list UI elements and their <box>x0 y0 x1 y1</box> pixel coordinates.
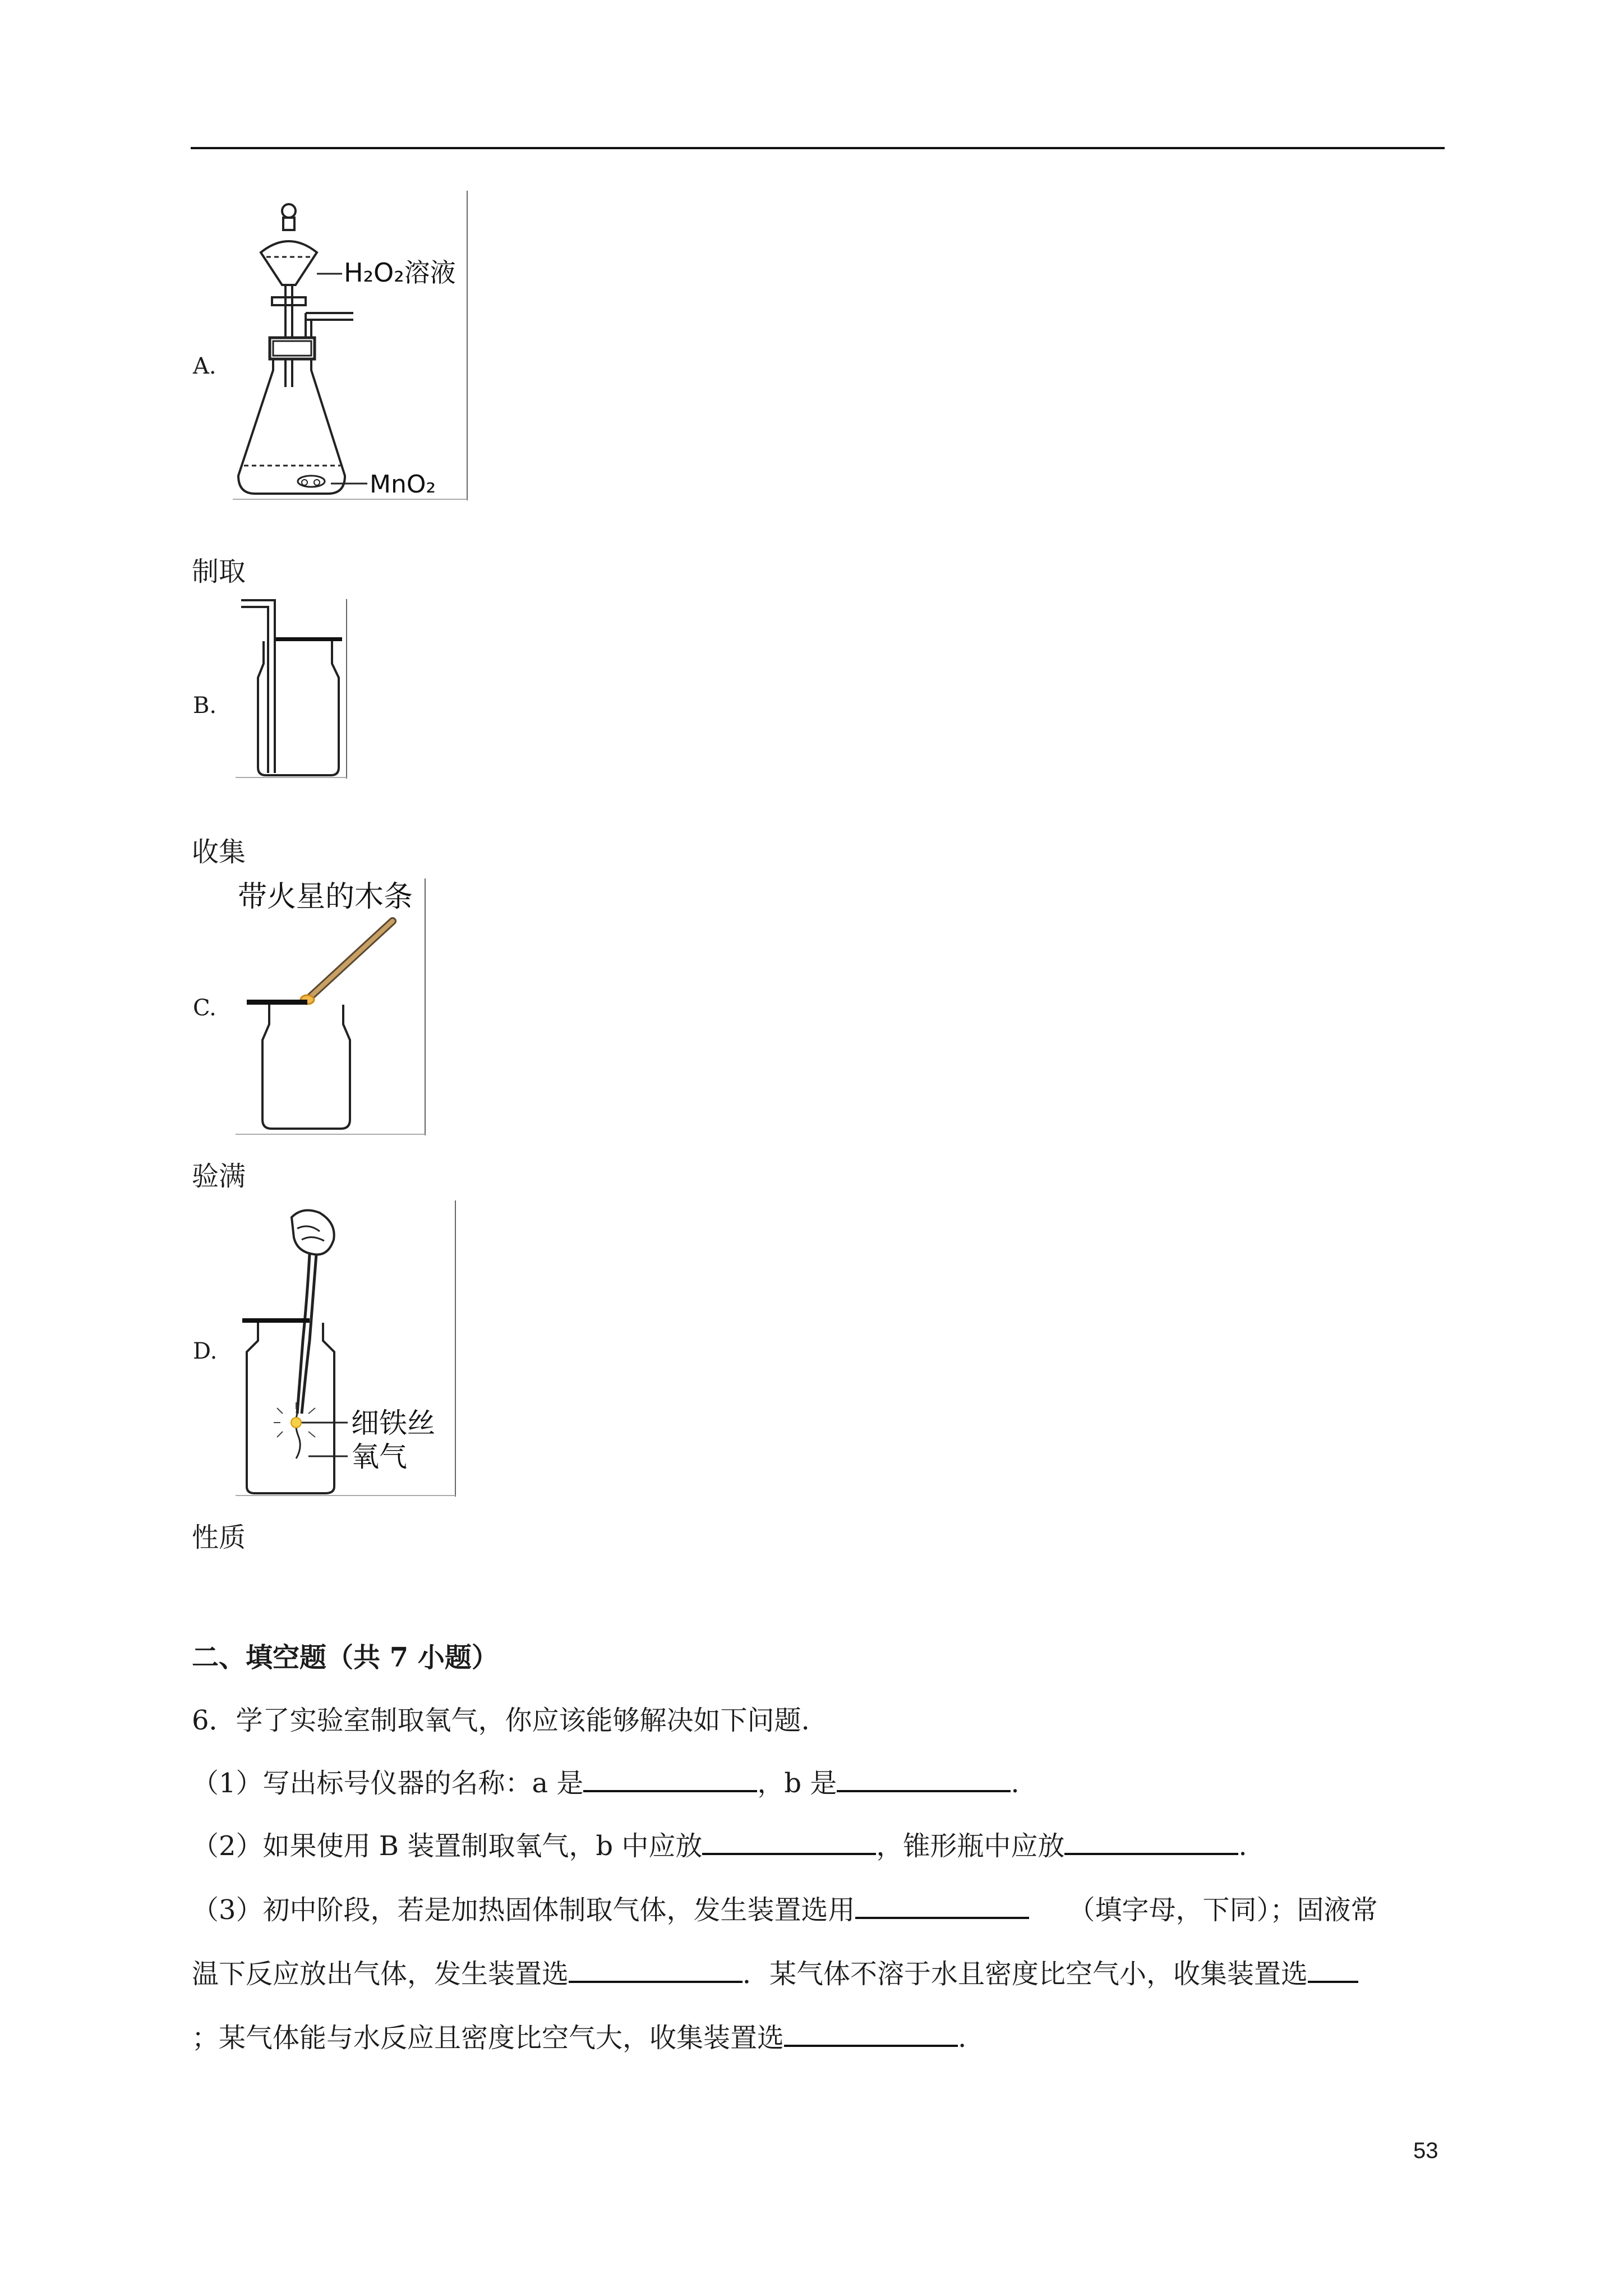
label-oxygen: 氧气 <box>351 1441 407 1473</box>
q3-text-c: 温下反应放出气体，发生装置选 <box>192 1958 569 1990</box>
q1-text-b: ，b 是 <box>757 1768 837 1799</box>
page-number: 53 <box>1413 2138 1438 2163</box>
option-b-figure <box>236 599 348 779</box>
q2-text-c: . <box>1238 1830 1247 1862</box>
question-stem: 6．学了实验室制取氧气，你应该能够解决如下问题. <box>192 1705 810 1736</box>
header-rule <box>191 147 1445 149</box>
q2-blank-b[interactable] <box>1064 1826 1238 1855</box>
option-d-figure <box>236 1200 457 1497</box>
option-a-caption: 制取 <box>192 556 246 587</box>
section-title: 二、填空题（共 7 小题） <box>192 1642 499 1673</box>
option-a-letter: A. <box>193 353 216 379</box>
q1-blank-b[interactable] <box>837 1763 1011 1792</box>
label-mno2: MnO₂ <box>370 470 436 499</box>
q3-blank-b[interactable] <box>569 1954 743 1983</box>
label-glowing-splint: 带火星的木条 <box>238 880 413 914</box>
q3-text-e: ；某气体能与水反应且密度比空气大，收集装置选 <box>192 2022 785 2054</box>
question-part-3-line-1 <box>192 1888 1378 1927</box>
question-part-3-line-3 <box>192 2016 966 2055</box>
label-iron-wire: 细铁丝 <box>351 1407 435 1439</box>
option-d-letter: D. <box>193 1338 218 1364</box>
option-c-letter: C. <box>193 995 216 1021</box>
option-c-caption: 验满 <box>192 1161 246 1192</box>
q1-text-c: . <box>1011 1768 1020 1799</box>
question-part-2 <box>192 1824 1247 1863</box>
option-d-caption: 性质 <box>192 1522 246 1553</box>
q3-blank-c[interactable] <box>1308 1954 1358 1983</box>
q3-text-a: （3）初中阶段，若是加热固体制取气体，发生装置选用 <box>192 1894 855 1926</box>
question-part-1 <box>192 1761 1020 1800</box>
q3-text-b: （填字母，下同）；固液常 <box>1068 1894 1378 1926</box>
q3-text-f: . <box>958 2022 967 2054</box>
q3-text-d: ．某气体不溶于水且密度比空气小，收集装置选 <box>743 1958 1308 1990</box>
option-c-figure <box>236 878 426 1135</box>
q1-blank-a[interactable] <box>583 1763 757 1792</box>
q1-text-a: （1）写出标号仪器的名称：a 是 <box>192 1768 584 1799</box>
q3-blank-d[interactable] <box>784 2018 958 2047</box>
q2-text-a: （2）如果使用 B 装置制取氧气，b 中应放 <box>192 1830 703 1862</box>
option-b-caption: 收集 <box>192 836 246 868</box>
question-part-3-line-2 <box>192 1952 1358 1991</box>
q2-blank-a[interactable] <box>702 1826 876 1855</box>
q2-text-b: ，锥形瓶中应放 <box>876 1830 1065 1862</box>
option-a-figure <box>233 191 468 500</box>
q3-blank-a[interactable] <box>855 1890 1029 1919</box>
label-h2o2: H₂O₂溶液 <box>344 257 456 288</box>
option-b-letter: B. <box>193 693 217 719</box>
